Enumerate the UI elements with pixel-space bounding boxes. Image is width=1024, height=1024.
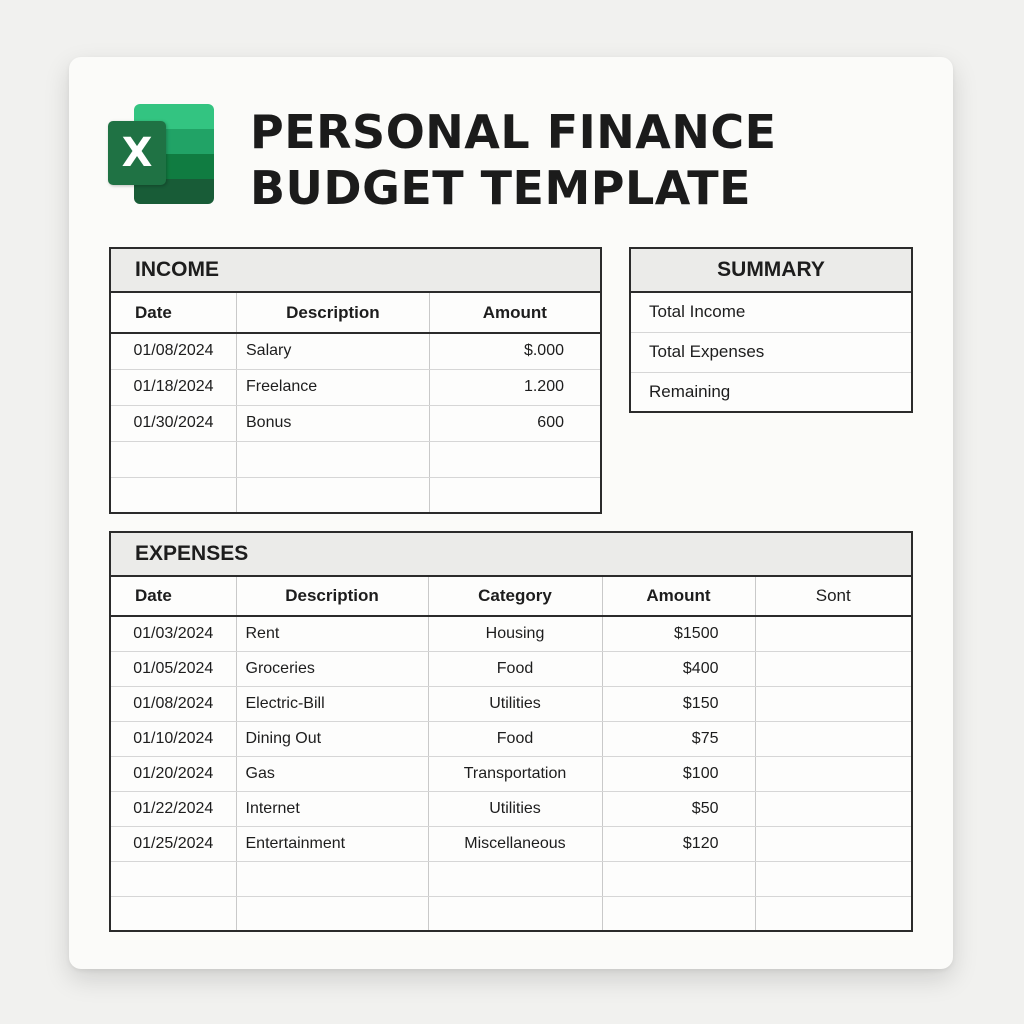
expense-description-cell[interactable]: Groceries (236, 651, 428, 686)
table-row (110, 405, 601, 441)
income-description-cell[interactable]: Freelance (237, 369, 430, 405)
table-row (110, 369, 601, 405)
expense-date-cell[interactable]: 01/20/2024 (110, 756, 236, 791)
expense-description-cell[interactable]: Entertainment (236, 826, 428, 861)
expense-category-cell[interactable]: Utilities (428, 791, 602, 826)
expense-date-cell[interactable]: 01/08/2024 (110, 686, 236, 721)
income-col-date: Date (110, 292, 237, 333)
expense-category-cell[interactable]: Transportation (428, 756, 602, 791)
expense-description-cell[interactable]: Electric-Bill (236, 686, 428, 721)
table-row (110, 441, 601, 477)
summary-heading: SUMMARY (630, 248, 912, 292)
expense-amount-cell[interactable]: $1500 (602, 616, 755, 651)
title-line-2: BUDGET TEMPLATE (250, 161, 752, 215)
expense-sont-cell[interactable] (755, 721, 912, 756)
expense-description-cell[interactable]: Internet (236, 791, 428, 826)
expense-date-cell[interactable] (110, 861, 236, 896)
expenses-col-description: Description (236, 576, 428, 616)
expense-description-cell[interactable] (236, 896, 428, 931)
table-row (110, 477, 601, 513)
expenses-table (109, 531, 913, 932)
expense-amount-cell[interactable]: $50 (602, 791, 755, 826)
expense-sont-cell[interactable] (755, 616, 912, 651)
expense-amount-cell[interactable] (602, 861, 755, 896)
expense-category-cell[interactable]: Food (428, 721, 602, 756)
income-description-cell[interactable]: Salary (237, 333, 430, 369)
income-amount-cell[interactable] (429, 477, 601, 513)
expense-description-cell[interactable] (236, 861, 428, 896)
expense-category-cell[interactable]: Housing (428, 616, 602, 651)
expense-sont-cell[interactable] (755, 686, 912, 721)
table-row (110, 756, 912, 791)
summary-table (629, 247, 913, 413)
income-date-cell[interactable]: 01/08/2024 (110, 333, 237, 369)
expense-date-cell[interactable]: 01/25/2024 (110, 826, 236, 861)
expense-description-cell[interactable]: Gas (236, 756, 428, 791)
expense-description-cell[interactable]: Dining Out (236, 721, 428, 756)
income-date-cell[interactable] (110, 477, 237, 513)
expense-amount-cell[interactable]: $100 (602, 756, 755, 791)
expenses-col-category: Category (428, 576, 602, 616)
expense-category-cell[interactable]: Utilities (428, 686, 602, 721)
page-title (250, 104, 777, 216)
income-amount-cell[interactable]: 600 (429, 405, 601, 441)
table-row (110, 791, 912, 826)
table-row (110, 826, 912, 861)
expense-date-cell[interactable]: 01/05/2024 (110, 651, 236, 686)
expense-description-cell[interactable]: Rent (236, 616, 428, 651)
table-row (110, 651, 912, 686)
table-row (110, 333, 601, 369)
income-amount-cell[interactable]: 1.200 (429, 369, 601, 405)
expenses-col-sont: Sont (755, 576, 912, 616)
summary-total-expenses[interactable]: Total Expenses (630, 332, 912, 372)
expense-category-cell[interactable]: Miscellaneous (428, 826, 602, 861)
expense-date-cell[interactable]: 01/03/2024 (110, 616, 236, 651)
expenses-heading: EXPENSES (110, 532, 912, 576)
income-description-cell[interactable]: Bonus (237, 405, 430, 441)
income-description-cell[interactable] (237, 441, 430, 477)
expense-sont-cell[interactable] (755, 861, 912, 896)
summary-total-income[interactable]: Total Income (630, 292, 912, 332)
income-amount-cell[interactable]: $.000 (429, 333, 601, 369)
table-row (110, 616, 912, 651)
title-line-1: PERSONAL FINANCE (250, 105, 777, 159)
expense-category-cell[interactable] (428, 861, 602, 896)
expense-sont-cell[interactable] (755, 826, 912, 861)
expense-amount-cell[interactable]: $400 (602, 651, 755, 686)
income-date-cell[interactable] (110, 441, 237, 477)
excel-logo-icon (108, 104, 214, 204)
expense-category-cell[interactable]: Food (428, 651, 602, 686)
expense-sont-cell[interactable] (755, 896, 912, 931)
income-col-amount: Amount (429, 292, 601, 333)
expense-date-cell[interactable]: 01/22/2024 (110, 791, 236, 826)
expense-sont-cell[interactable] (755, 756, 912, 791)
expense-date-cell[interactable] (110, 896, 236, 931)
income-date-cell[interactable]: 01/30/2024 (110, 405, 237, 441)
income-heading: INCOME (110, 248, 601, 292)
expense-date-cell[interactable]: 01/10/2024 (110, 721, 236, 756)
expense-category-cell[interactable] (428, 896, 602, 931)
expense-amount-cell[interactable]: $120 (602, 826, 755, 861)
expense-sont-cell[interactable] (755, 651, 912, 686)
income-date-cell[interactable]: 01/18/2024 (110, 369, 237, 405)
expense-amount-cell[interactable]: $150 (602, 686, 755, 721)
expenses-col-date: Date (110, 576, 236, 616)
expense-amount-cell[interactable] (602, 896, 755, 931)
table-row (110, 896, 912, 931)
income-col-description: Description (237, 292, 430, 333)
income-description-cell[interactable] (237, 477, 430, 513)
table-row (110, 686, 912, 721)
table-row (110, 721, 912, 756)
expense-amount-cell[interactable]: $75 (602, 721, 755, 756)
summary-remaining[interactable]: Remaining (649, 381, 731, 401)
income-table (109, 247, 602, 514)
logo-badge: X (108, 121, 166, 185)
expense-sont-cell[interactable] (755, 791, 912, 826)
table-row (110, 861, 912, 896)
expenses-col-amount: Amount (602, 576, 755, 616)
income-amount-cell[interactable] (429, 441, 601, 477)
